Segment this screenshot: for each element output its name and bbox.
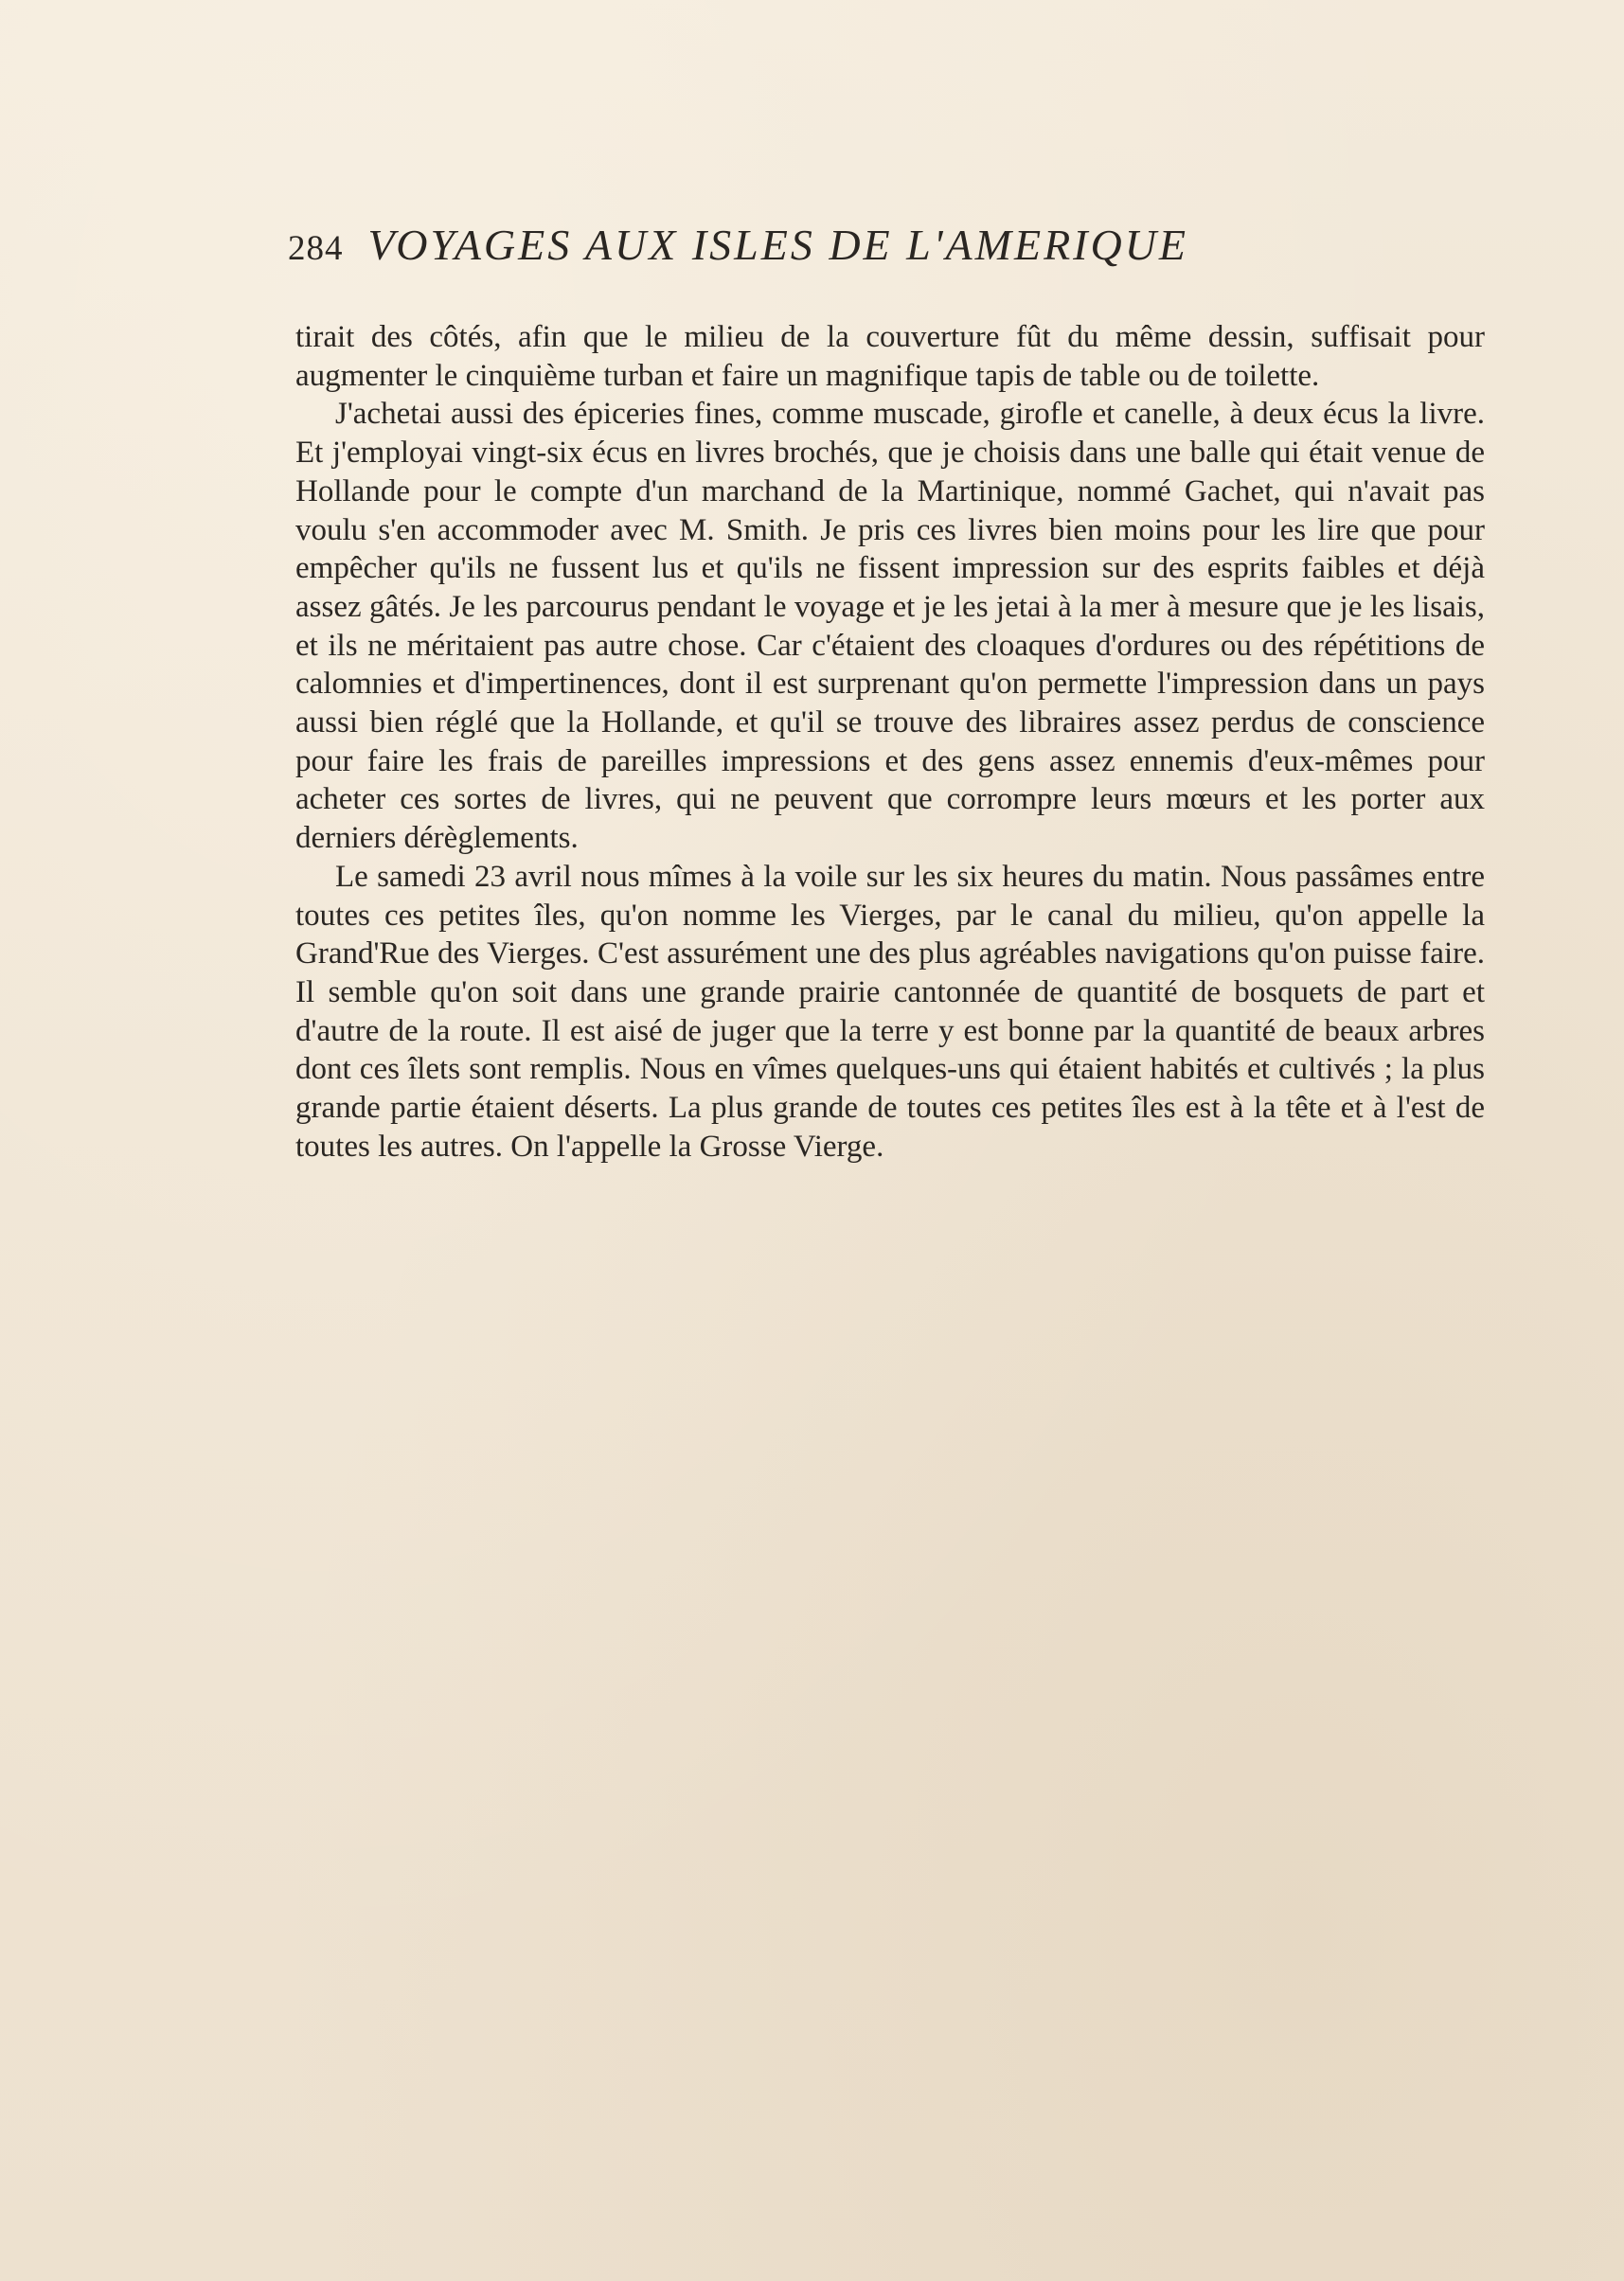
paragraph-purchases: J'achetai aussi des épiceries fines, comme muscade, girofle et canelle, à deux écus la livre. Et j'employai vingt-six écus en livres brochés, que je choisis dans une balle qui était venue de Hollande pour le compte d'un marchand de la Martinique, nommé Gachet, qui n'avait pas voulu s'en accommoder avec M. Smith. Je pris ces livres bien moins pour les lire que pour empêcher qu'ils ne fussent lus et qu'ils ne fissent impression sur des esprits faibles et déjà assez gâtés. Je les parcourus pendant le voyage et je les jetai à la mer à mesure que je les lisais, et ils ne méritaient pas autre chose. Car c'étaient des cloaques d'ordures ou des répétitions de calomnies et d'impertinences, dont il est surprenant qu'on permette l'impression dans un pays aussi bien réglé que la Hollande, et qu'il se trouve des libraires assez perdus de conscience pour faire les frais de pareilles impressions et des gens assez ennemis d'eux-mêmes pour acheter ces sortes de livres, qui ne peuvent que corrompre leurs mœurs et les porter aux derniers dérèglements.	[295, 397, 1485, 856]
running-title: VOYAGES AUX ISLES DE L'AMERIQUE	[367, 221, 1189, 269]
running-head	[288, 220, 1377, 295]
body-text	[295, 318, 1485, 1166]
page-number: 284	[288, 229, 344, 268]
paragraph-continued: tirait des côtés, afin que le milieu de la couverture fût du même dessin, suffisait pour augmenter le cinquième turban et faire un magnifique tapis de table ou de toilette.	[295, 320, 1485, 393]
paragraph-departure: Le samedi 23 avril nous mîmes à la voile sur les six heures du matin. Nous passâmes entre toutes ces petites îles, qu'on nomme les Vierges, par le canal du milieu, qu'on appelle la Grand'Rue des Vierges. C'est assurément une des plus agréables navigations qu'on puisse faire. Il semble qu'on soit dans une grande prairie cantonnée de quantité de bosquets de part et d'autre de la route. Il est aisé de juger que la terre y est bonne par la quantité de beaux arbres dont ces îlets sont remplis. Nous en vîmes quelques-uns qui étaient habités et cultivés ; la plus grande partie étaient déserts. La plus grande de toutes ces petites îles est à la tête et à l'est de toutes les autres. On l'appelle la Grosse Vierge.	[295, 859, 1485, 1164]
